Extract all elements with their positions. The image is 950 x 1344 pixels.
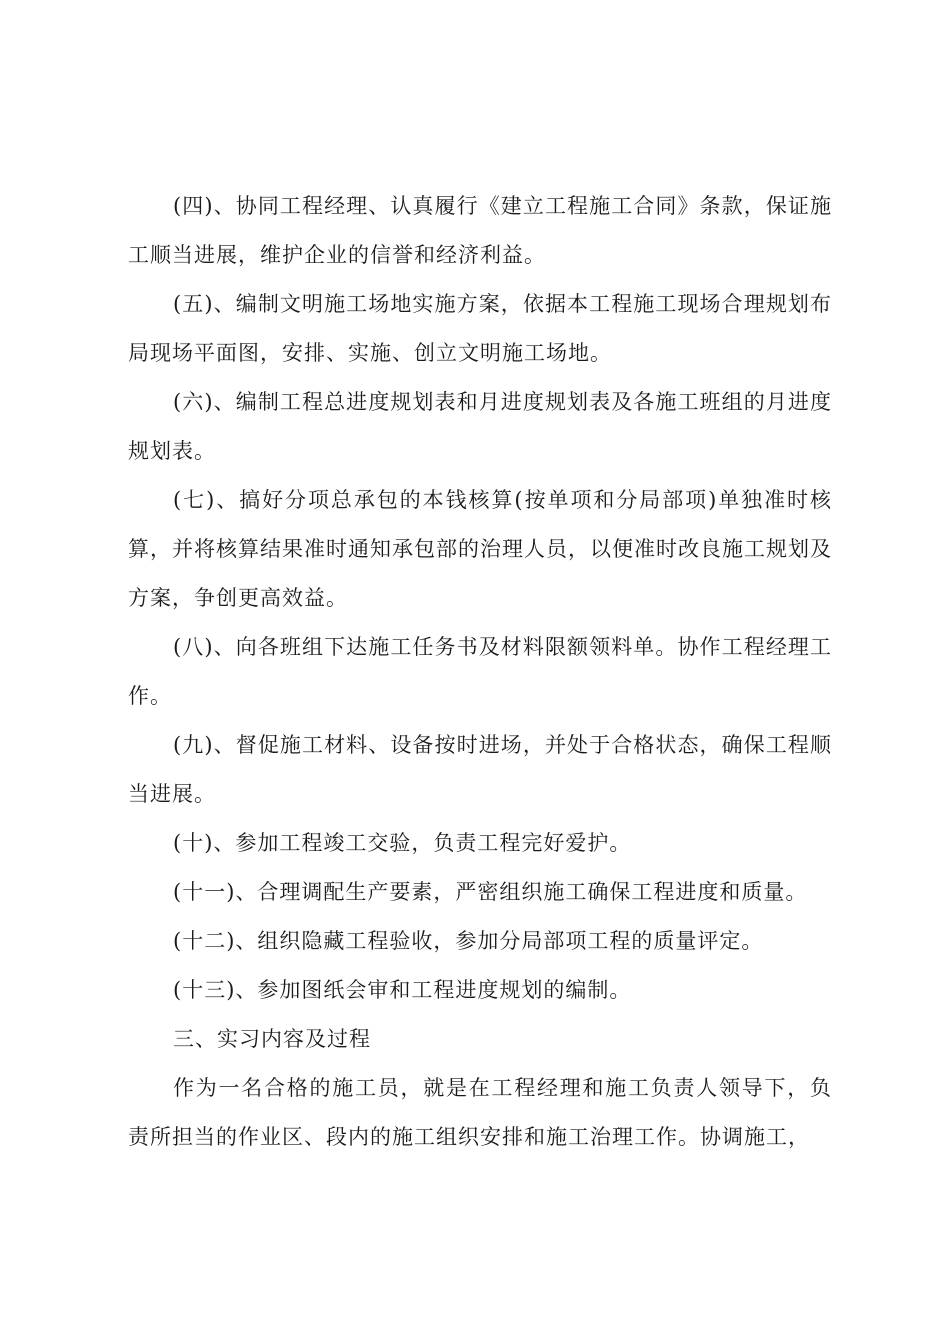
paragraph-8: (八)、向各班组下达施工任务书及材料限额领料单。协作工程经理工作。 xyxy=(128,635,832,708)
paragraph-5: (五)、编制文明施工场地实施方案，依据本工程施工现场合理规划布局现场平面图，安排、实施、创立文明施工场地。 xyxy=(128,292,832,365)
paragraph-10: (十)、参加工程竣工交验，负责工程完好爱护。 xyxy=(173,831,632,855)
paragraph-12: (十二)、组织隐藏工程验收，参加分局部项工程的质量评定。 xyxy=(173,929,764,953)
section-heading: 三、实习内容及过程 xyxy=(173,1027,371,1051)
paragraph-9: (九)、督促施工材料、设备按时进场，并处于合格状态，确保工程顺当进展。 xyxy=(128,733,832,806)
document-body xyxy=(128,182,832,1162)
paragraph-body: 作为一名合格的施工员，就是在工程经理和施工负责人领导下，负责所担当的作业区、段内的施工组织安排和施工治理工作。协调施工， xyxy=(128,1076,832,1149)
paragraph-6: (六)、编制工程总进度规划表和月进度规划表及各施工班组的月进度规划表。 xyxy=(128,390,832,463)
paragraph-11: (十一)、合理调配生产要素，严密组织施工确保工程进度和质量。 xyxy=(173,880,808,904)
paragraph-13: (十三)、参加图纸会审和工程进度规划的编制。 xyxy=(173,978,632,1002)
paragraph-4: (四)、协同工程经理、认真履行《建立工程施工合同》条款，保证施工顺当进展，维护企业的信誉和经济利益。 xyxy=(128,194,832,267)
paragraph-7: (七)、搞好分项总承包的本钱核算(按单项和分局部项)单独准时核算，并将核算结果准时通知承包部的治理人员，以便准时改良施工规划及方案，争创更高效益。 xyxy=(128,488,832,610)
